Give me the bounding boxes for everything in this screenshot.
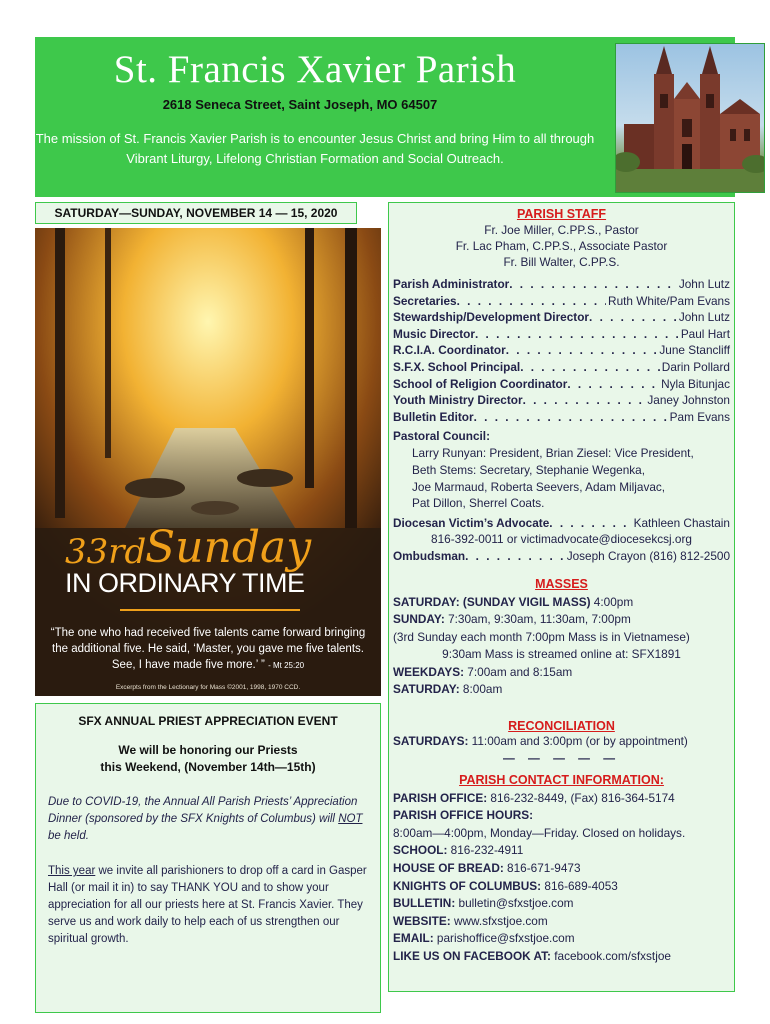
saturday-vigil-mass bbox=[393, 594, 730, 612]
covid-not: NOT bbox=[338, 813, 363, 825]
ombudsman-name: Joseph Crayon (816) 812-2500 bbox=[566, 548, 730, 563]
event-subtitle-line2: this Weekend, (November 14th—15th) bbox=[100, 760, 316, 774]
staff-name: Pam Evans bbox=[669, 409, 730, 424]
contact-knights bbox=[393, 878, 730, 896]
contact-heading: PARISH CONTACT INFORMATION: bbox=[459, 772, 664, 787]
victim-advocate-name: Kathleen Chastain bbox=[633, 515, 730, 530]
cover-image bbox=[35, 228, 381, 696]
staff-role: Bulletin Editor bbox=[393, 409, 474, 424]
event-invitation bbox=[48, 863, 368, 948]
staff-row bbox=[393, 376, 730, 393]
council-line: Joe Marmaud, Roberta Seevers, Adam Miljavac, bbox=[412, 479, 666, 494]
sunday-number: 33rd bbox=[65, 532, 147, 572]
sunday-mass bbox=[393, 611, 730, 629]
event-subtitle bbox=[48, 742, 368, 776]
mass-label: SATURDAY: (SUNDAY VIGIL MASS) bbox=[393, 594, 591, 609]
contact-value: 816-232-8449, (Fax) 816-364-5174 bbox=[487, 790, 675, 805]
contact-label: EMAIL: bbox=[393, 931, 434, 946]
contact-list bbox=[393, 790, 730, 966]
staff-role: Stewardship/Development Director bbox=[393, 310, 590, 325]
staff-row bbox=[393, 392, 730, 409]
ordinary-time: IN ORDINARY TIME bbox=[65, 568, 305, 598]
header-banner bbox=[35, 37, 735, 197]
victim-advocate-contact: 816-392-0011 or victimadvocate@diocesekcsj.org bbox=[431, 532, 692, 547]
mass-schedule bbox=[393, 594, 730, 700]
church-photo bbox=[615, 43, 765, 193]
mass-time: 7:00am and 8:15am bbox=[464, 664, 573, 679]
staff-name: John Lutz bbox=[678, 310, 730, 325]
contact-value: 816-671-9473 bbox=[503, 861, 581, 876]
contact-label: WEBSITE: bbox=[393, 913, 451, 928]
pastor-line: Fr. Lac Pham, C.PP.S., Associate Pastor bbox=[455, 239, 668, 253]
mass-time: 7:30am, 9:30am, 11:30am, 7:00pm bbox=[444, 612, 631, 627]
parish-address: 2618 Seneca Street, Saint Joseph, MO 64507 bbox=[162, 97, 438, 112]
contact-facebook bbox=[393, 948, 730, 966]
pastoral-council-members bbox=[393, 445, 730, 511]
contact-value: 816-232-4911 bbox=[447, 843, 524, 858]
quote-reference: - Mt 25:20 bbox=[268, 661, 305, 670]
weekday-mass bbox=[393, 664, 730, 682]
sunday-word: Sunday bbox=[145, 522, 312, 573]
contact-website bbox=[393, 913, 730, 931]
contact-label: LIKE US ON FACEBOOK AT: bbox=[393, 949, 551, 963]
invite-year: This year bbox=[48, 865, 96, 877]
staff-role: R.C.I.A. Coordinator bbox=[393, 343, 506, 358]
staff-name: Nyla Bitunjac bbox=[661, 376, 730, 391]
event-title: SFX ANNUAL PRIEST APPRECIATION EVENT bbox=[78, 714, 338, 728]
victim-advocate-row bbox=[393, 515, 730, 532]
contact-office bbox=[393, 790, 730, 808]
covid-text-2: be held. bbox=[48, 830, 89, 842]
staff-directory bbox=[393, 276, 730, 425]
staff-row bbox=[393, 326, 730, 343]
staff-role: Parish Administrator bbox=[393, 277, 510, 291]
section-divider: — — — — — bbox=[502, 750, 621, 765]
pastor-line: Fr. Bill Walter, C.PP.S. bbox=[503, 255, 620, 269]
staff-name: June Stancliff bbox=[659, 343, 730, 358]
priest-appreciation-event bbox=[35, 703, 381, 1013]
contact-label: PARISH OFFICE: bbox=[393, 790, 488, 805]
mass-label: WEEKDAYS: bbox=[393, 664, 465, 679]
event-subtitle-line1: We will be honoring our Priests bbox=[118, 743, 298, 757]
contact-school bbox=[393, 842, 730, 860]
staff-row bbox=[393, 359, 730, 376]
staff-role: Youth Ministry Director bbox=[393, 393, 523, 408]
facebook-link[interactable]: facebook.com/sfxstjoe bbox=[550, 949, 671, 963]
staff-role: School of Religion Coordinator bbox=[393, 376, 568, 391]
staff-name: Ruth White/Pam Evans bbox=[608, 293, 730, 308]
parish-title: St. Francis Xavier Parish bbox=[113, 48, 517, 91]
office-hours-value: 8:00am—4:00pm, Monday—Friday. Closed on holidays. bbox=[393, 825, 686, 840]
mission-statement: The mission of St. Francis Xavier Parish is to encounter Jesus Christ and bring Him to all through Vibrant Liturgy, Lifelong Christian Formation and Social Outreach. bbox=[35, 131, 595, 166]
council-line: Beth Stems: Secretary, Stephanie Wegenka, bbox=[412, 462, 646, 477]
council-line: Larry Runyan: President, Brian Ziesel: Vice President, bbox=[412, 446, 694, 461]
email-link[interactable]: parishoffice@sfxstjoe.com bbox=[433, 931, 575, 946]
covid-text-1: Due to COVID-19, the Annual All Parish Priests’ Appreciation Dinner (sponsored by the SFX Knights of Columbus) will bbox=[48, 796, 358, 825]
staff-row bbox=[393, 276, 730, 293]
pastor-line: Fr. Joe Miller, C.PP.S., Pastor bbox=[484, 223, 639, 237]
contact-value: 816-689-4053 bbox=[541, 878, 618, 893]
staff-role: Music Director bbox=[393, 326, 475, 341]
cover-divider bbox=[120, 609, 300, 611]
contact-label: SCHOOL: bbox=[393, 843, 448, 858]
staff-name: Paul Hart bbox=[680, 326, 730, 341]
ombudsman-row bbox=[393, 548, 730, 565]
bulletin-email-link[interactable]: bulletin@sfxstjoe.com bbox=[455, 896, 574, 911]
staff-role: S.F.X. School Principal bbox=[393, 359, 521, 374]
staff-name: Darin Pollard bbox=[661, 359, 730, 374]
info-column bbox=[388, 202, 735, 992]
parish-staff-heading: PARISH STAFF bbox=[516, 207, 607, 221]
reconciliation-times bbox=[393, 733, 730, 751]
staff-name: John Lutz bbox=[678, 277, 730, 291]
staff-name: Janey Johnston bbox=[647, 393, 730, 408]
contact-label: BULLETIN: bbox=[393, 896, 456, 911]
cover-quote bbox=[43, 625, 373, 674]
mass-label: SUNDAY: bbox=[393, 612, 445, 627]
contact-house-of-bread bbox=[393, 860, 730, 878]
reconciliation-time: 11:00am and 3:00pm (or by appointment) bbox=[468, 734, 688, 749]
masses-heading: MASSES bbox=[535, 576, 588, 591]
bulletin-date: SATURDAY—SUNDAY, NOVEMBER 14 — 15, 2020 bbox=[35, 202, 357, 224]
mass-label: SATURDAY: bbox=[393, 682, 460, 697]
staff-row bbox=[393, 342, 730, 359]
vietnamese-mass-note: (3rd Sunday each month 7:00pm Mass is in Vietnamese) bbox=[393, 629, 690, 644]
contact-label: KNIGHTS OF COLUMBUS: bbox=[393, 878, 542, 893]
mass-time: 8:00am bbox=[459, 682, 503, 697]
staff-row bbox=[393, 409, 730, 426]
quote-text: “The one who had received five talents came forward bringing the additional five. He said, ‘Master, you gave me five talents. See, I have made five more.’ ” bbox=[50, 627, 366, 671]
staff-role: Secretaries bbox=[393, 293, 457, 308]
mass-time: 4:00pm bbox=[590, 594, 634, 609]
council-line: Pat Dillon, Sherrel Coats. bbox=[412, 496, 545, 511]
reconciliation-label: SATURDAYS: bbox=[393, 734, 469, 749]
office-hours-label: PARISH OFFICE HOURS: bbox=[393, 808, 534, 823]
invite-text: we invite all parishioners to drop off a card in Gasper Hall (or mail it in) to say THANK YOU and to show your appreciation for all our priests here at St. Francis Xavier. They serve us and work daily to help each of us strengthen our spiritual growth. bbox=[48, 865, 367, 945]
ombudsman-role: Ombudsman bbox=[393, 548, 466, 563]
event-covid-notice bbox=[48, 794, 368, 845]
pastoral-council-label: Pastoral Council: bbox=[393, 429, 491, 444]
reconciliation-heading: RECONCILIATION bbox=[508, 719, 615, 734]
cover-credit: Excerpts from the Lectionary for Mass ©2001, 1998, 1970 CCD. bbox=[115, 684, 301, 691]
contact-bulletin bbox=[393, 895, 730, 913]
victim-advocate-role: Diocesan Victim’s Advocate bbox=[393, 515, 550, 530]
pastor-list bbox=[393, 222, 730, 270]
contact-label: HOUSE OF BREAD: bbox=[393, 861, 504, 876]
saturday-mass bbox=[393, 681, 730, 699]
staff-row bbox=[393, 309, 730, 326]
streamed-mass-note: 9:30am Mass is streamed online at: SFX1891 bbox=[442, 647, 681, 662]
staff-row bbox=[393, 293, 730, 310]
contact-email bbox=[393, 930, 730, 948]
website-link[interactable]: www.sfxstjoe.com bbox=[450, 913, 548, 928]
